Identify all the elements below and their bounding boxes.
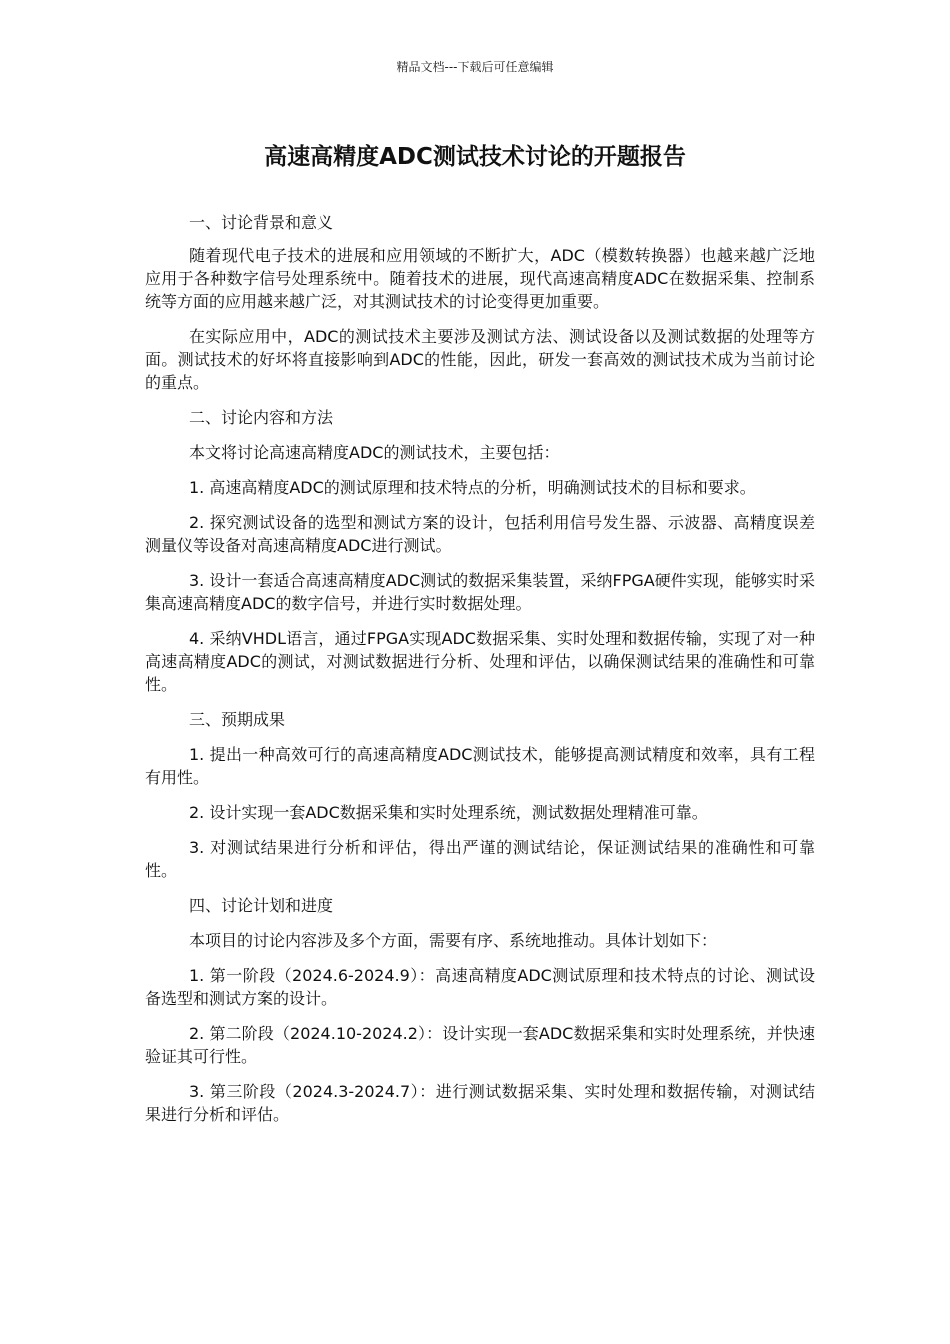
paragraph: 随着现代电子技术的进展和应用领域的不断扩大，ADC（模数转换器）也越来越广泛地应用于各种数字信号处理系统中。随着技术的进展，现代高速高精度ADC在数据采集、控制系统等方面的应用越来越广泛，对其测试技术的讨论变得更加重要。 [145,246,815,311]
section-heading-plan: 四、讨论计划和进度 [189,896,334,915]
paragraph: 本项目的讨论内容涉及多个方面，需要有序、系统地推动。具体计划如下： [189,931,718,950]
paragraph: 在实际应用中，ADC的测试技术主要涉及测试方法、测试设备以及测试数据的处理等方面。测试技术的好坏将直接影响到ADC的性能，因此，研发一套高效的测试技术成为当前讨论的重点。 [145,327,815,392]
section-heading-background: 一、讨论背景和意义 [189,213,334,232]
document-body [145,211,815,1126]
list-item: 1. 第一阶段（2024.6-2024.9）：高速高精度ADC测试原理和技术特点的讨论、测试设备选型和测试方案的设计。 [145,966,815,1008]
list-item: 4. 采纳VHDL语言，通过FPGA实现ADC数据采集、实时处理和数据传输，实现了对一种高速高精度ADC的测试，对测试数据进行分析、处理和评估，以确保测试结果的准确性和可靠性。 [145,629,815,694]
list-item: 2. 探究测试设备的选型和测试方案的设计，包括利用信号发生器、示波器、高精度误差测量仪等设备对高速高精度ADC进行测试。 [145,513,815,555]
list-item: 3. 设计一套适合高速高精度ADC测试的数据采集装置，采纳FPGA硬件实现，能够实时采集高速高精度ADC的数字信号，并进行实时数据处理。 [145,571,815,613]
list-item: 3. 第三阶段（2024.3-2024.7）：进行测试数据采集、实时处理和数据传输，对测试结果进行分析和评估。 [145,1082,815,1124]
list-item: 2. 第二阶段（2024.10-2024.2）：设计实现一套ADC数据采集和实时处理系统，并快速验证其可行性。 [145,1024,815,1066]
section-heading-results: 三、预期成果 [189,710,286,729]
list-item: 1. 高速高精度ADC的测试原理和技术特点的分析，明确测试技术的目标和要求。 [189,478,756,497]
list-item: 2. 设计实现一套ADC数据采集和实时处理系统，测试数据处理精准可靠。 [189,803,708,822]
section-heading-content-method: 二、讨论内容和方法 [189,408,334,427]
paragraph: 本文将讨论高速高精度ADC的测试技术，主要包括： [189,443,560,462]
header-note: 精品文档---下载后可任意编辑 [396,60,554,74]
list-item: 3. 对测试结果进行分析和评估，得出严谨的测试结论，保证测试结果的准确性和可靠性。 [145,838,815,880]
document-title: 高速高精度ADC测试技术讨论的开题报告 [264,144,686,170]
list-item: 1. 提出一种高效可行的高速高精度ADC测试技术，能够提高测试精度和效率，具有工程有用性。 [145,745,815,787]
